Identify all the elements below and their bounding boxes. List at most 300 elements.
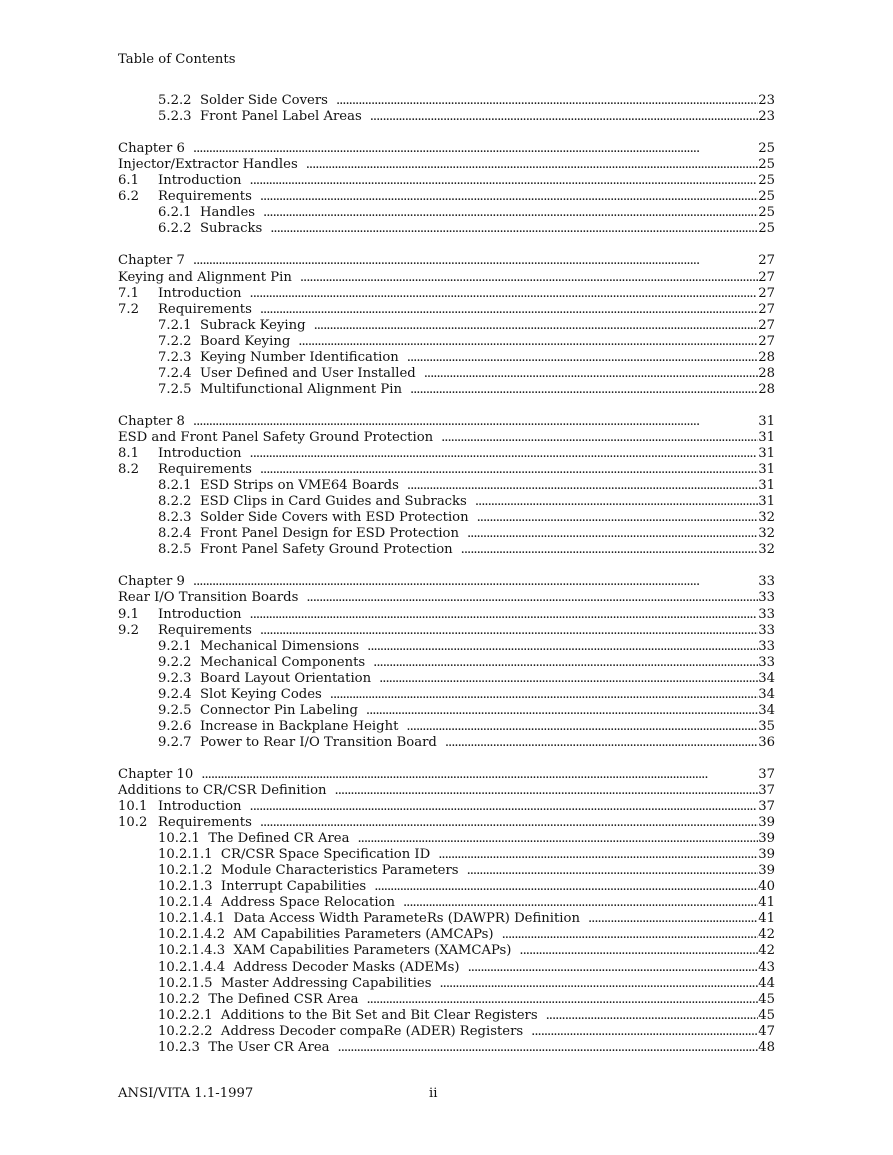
toc-dot-leader bbox=[260, 623, 758, 639]
toc-entry[interactable] bbox=[118, 911, 775, 927]
toc-dot-leader bbox=[373, 655, 758, 671]
toc-entry[interactable] bbox=[118, 1040, 775, 1056]
toc-entry-label bbox=[158, 863, 459, 879]
toc-entry[interactable] bbox=[118, 831, 775, 847]
toc-page-number: 31 bbox=[758, 494, 775, 510]
toc-section-number: 10.2.2.1 bbox=[158, 1007, 213, 1023]
toc-page-number: 45 bbox=[758, 1007, 775, 1023]
toc-page-number: 34 bbox=[758, 702, 775, 718]
toc-entry-label bbox=[118, 286, 242, 302]
toc-entry-label bbox=[118, 302, 252, 318]
toc-dot-leader bbox=[306, 157, 759, 173]
toc-entry[interactable] bbox=[118, 960, 775, 976]
toc-section-number: 9.2.6 bbox=[158, 718, 192, 734]
toc-section-title: Introduction bbox=[158, 173, 242, 189]
toc-entry[interactable] bbox=[118, 286, 775, 302]
toc-entry[interactable] bbox=[118, 895, 775, 911]
toc-section-number: 6.2 bbox=[118, 189, 139, 205]
toc-entry-label bbox=[158, 382, 402, 398]
toc-entry[interactable] bbox=[118, 318, 775, 334]
toc-entry[interactable] bbox=[118, 976, 775, 992]
toc-section-title: Mechanical Components bbox=[199, 654, 366, 670]
toc-section-number: 9.2.3 bbox=[158, 670, 192, 686]
toc-section-number: 10.2 bbox=[118, 815, 148, 831]
toc-section-number: 6.1 bbox=[118, 173, 139, 189]
toc-entry[interactable] bbox=[118, 655, 775, 671]
toc-page-number: 25 bbox=[758, 205, 775, 221]
toc-entry[interactable] bbox=[118, 847, 775, 863]
toc-dot-leader bbox=[250, 173, 759, 189]
toc-entry-label bbox=[118, 607, 242, 623]
toc-dot-leader bbox=[374, 879, 758, 895]
toc-section-title: ESD and Front Panel Safety Ground Protection bbox=[118, 429, 434, 445]
toc-page-number: 36 bbox=[758, 734, 775, 750]
toc-dot-leader bbox=[467, 863, 759, 879]
toc-entry[interactable] bbox=[118, 767, 775, 783]
toc-dot-leader bbox=[314, 318, 759, 334]
footer-page-number: ii bbox=[429, 1086, 438, 1101]
toc-entry-label bbox=[158, 671, 371, 687]
toc-spacer bbox=[118, 398, 775, 414]
toc-section-number: 9.2.7 bbox=[158, 734, 192, 750]
toc-entry-label bbox=[118, 446, 242, 462]
toc-dot-leader bbox=[250, 799, 759, 815]
toc-section-title: Solder Side Covers bbox=[199, 93, 328, 108]
toc-spacer bbox=[118, 125, 775, 141]
toc-page-number: 37 bbox=[758, 766, 775, 782]
toc-section-title: Address Decoder compaRe (ADER) Registers bbox=[220, 1023, 524, 1039]
toc-dot-leader bbox=[445, 735, 758, 751]
toc-dot-leader bbox=[407, 350, 758, 366]
toc-section-title: Multifunctional Alignment Pin bbox=[199, 381, 402, 397]
toc-entry-label bbox=[158, 93, 328, 109]
toc-section-title: Introduction bbox=[158, 446, 242, 462]
toc-section-title: Slot Keying Codes bbox=[199, 686, 322, 702]
toc-page-number: 32 bbox=[758, 542, 775, 558]
toc-dot-leader bbox=[475, 494, 758, 510]
toc-entry[interactable] bbox=[118, 590, 775, 606]
toc-section-title: AM Capabilities Parameters (AMCAPs) bbox=[233, 927, 494, 943]
toc-dot-leader bbox=[406, 719, 758, 735]
toc-entry[interactable] bbox=[118, 1024, 775, 1040]
toc-section-number: 10.2.1.5 bbox=[158, 975, 213, 991]
toc-page-number: 32 bbox=[758, 510, 775, 526]
toc-section-title: Chapter 10 bbox=[118, 766, 194, 782]
toc-entry-label bbox=[158, 542, 453, 558]
toc-entry[interactable] bbox=[118, 382, 775, 398]
toc-section-number: 7.1 bbox=[118, 285, 139, 301]
toc-section-title: Keying and Alignment Pin bbox=[118, 269, 292, 285]
toc-entry[interactable] bbox=[118, 735, 775, 751]
toc-section-title: Address Decoder Masks (ADEMs) bbox=[233, 959, 460, 975]
toc-dot-leader bbox=[270, 221, 758, 237]
toc-entry-label bbox=[118, 799, 242, 815]
toc-entry-label bbox=[158, 366, 416, 382]
toc-entry[interactable] bbox=[118, 639, 775, 655]
toc-entry-label bbox=[158, 687, 322, 703]
toc-dot-leader bbox=[467, 526, 758, 542]
toc-entry-label bbox=[118, 414, 185, 430]
toc-page-number: 27 bbox=[758, 333, 775, 349]
toc-page-number: 33 bbox=[758, 574, 775, 590]
toc-entry[interactable] bbox=[118, 510, 775, 526]
toc-spacer bbox=[118, 558, 775, 574]
table-of-contents bbox=[118, 93, 775, 1056]
toc-entry-label bbox=[158, 703, 358, 719]
toc-spacer bbox=[118, 237, 775, 253]
toc-section-number: 6.2.2 bbox=[158, 221, 192, 237]
toc-dot-leader bbox=[260, 189, 758, 205]
toc-entry-label bbox=[118, 173, 242, 189]
toc-section-number: 8.2.3 bbox=[158, 510, 192, 526]
toc-dot-leader bbox=[531, 1024, 758, 1040]
toc-page-number: 40 bbox=[758, 879, 775, 895]
toc-section-number: 10.2.3 bbox=[158, 1039, 200, 1055]
toc-dot-leader bbox=[370, 109, 759, 125]
toc-dot-leader bbox=[260, 302, 758, 318]
toc-dot-leader bbox=[441, 430, 758, 446]
toc-entry[interactable] bbox=[118, 815, 775, 831]
toc-section-number: 8.2.2 bbox=[158, 494, 192, 510]
toc-entry[interactable] bbox=[118, 927, 775, 943]
toc-dot-leader bbox=[407, 478, 758, 494]
toc-section-title: Address Space Relocation bbox=[220, 895, 395, 911]
toc-section-title: Requirements bbox=[158, 462, 252, 478]
toc-entry-label bbox=[158, 735, 437, 751]
toc-section-title: Requirements bbox=[158, 622, 252, 638]
toc-entry[interactable] bbox=[118, 943, 775, 959]
toc-dot-leader bbox=[477, 510, 759, 526]
toc-section-title: Injector/Extractor Handles bbox=[118, 157, 298, 173]
toc-entry-label bbox=[118, 590, 298, 606]
toc-page-number: 31 bbox=[758, 413, 775, 429]
toc-section-number: 8.2.4 bbox=[158, 526, 192, 542]
toc-entry[interactable] bbox=[118, 494, 775, 510]
toc-entry-label bbox=[158, 719, 398, 735]
toc-entry[interactable] bbox=[118, 350, 775, 366]
toc-section-number: 10.2.1.2 bbox=[158, 863, 213, 879]
toc-entry[interactable] bbox=[118, 173, 775, 189]
toc-entry-label bbox=[158, 927, 494, 943]
toc-section-number: 7.2.1 bbox=[158, 317, 192, 333]
toc-entry[interactable] bbox=[118, 879, 775, 895]
toc-dot-leader bbox=[338, 1040, 759, 1056]
toc-dot-leader bbox=[468, 960, 759, 976]
toc-entry-label bbox=[158, 960, 460, 976]
toc-section-number: 7.2.4 bbox=[158, 365, 192, 381]
toc-entry[interactable] bbox=[118, 863, 775, 879]
toc-entry[interactable] bbox=[118, 542, 775, 558]
toc-section-number: 7.2 bbox=[118, 301, 139, 317]
toc-entry[interactable] bbox=[118, 109, 775, 125]
toc-entry[interactable] bbox=[118, 157, 775, 173]
toc-page-number: 41 bbox=[758, 895, 775, 911]
toc-dot-leader bbox=[519, 943, 758, 959]
toc-section-title: Requirements bbox=[158, 301, 252, 317]
toc-page-number: 31 bbox=[758, 429, 775, 445]
toc-page-number: 25 bbox=[758, 173, 775, 189]
toc-page-number: 41 bbox=[758, 911, 775, 927]
toc-section-title: Requirements bbox=[158, 815, 252, 831]
toc-dot-leader bbox=[357, 831, 758, 847]
toc-entry-label bbox=[158, 350, 399, 366]
toc-page-number: 42 bbox=[758, 943, 775, 959]
toc-section-number: 10.2.1.4 bbox=[158, 895, 213, 911]
toc-page-number: 34 bbox=[758, 686, 775, 702]
toc-section-number: 8.1 bbox=[118, 446, 139, 462]
toc-section-title: Chapter 6 bbox=[118, 141, 185, 157]
toc-dot-leader bbox=[260, 815, 758, 831]
toc-section-title: Power to Rear I/O Transition Board bbox=[199, 734, 437, 750]
toc-entry[interactable] bbox=[118, 414, 775, 430]
toc-entry[interactable] bbox=[118, 799, 775, 815]
toc-page-number: 32 bbox=[758, 526, 775, 542]
toc-page-number: 39 bbox=[758, 863, 775, 879]
toc-section-title: CR/CSR Space Specification ID bbox=[220, 847, 431, 863]
toc-entry[interactable] bbox=[118, 446, 775, 462]
toc-page-number: 23 bbox=[758, 109, 775, 125]
toc-page-number: 33 bbox=[758, 622, 775, 638]
toc-dot-leader bbox=[250, 286, 759, 302]
toc-section-title: Front Panel Safety Ground Protection bbox=[199, 542, 453, 558]
toc-entry-label bbox=[158, 639, 359, 655]
toc-dot-leader bbox=[367, 639, 758, 655]
toc-entry-label bbox=[118, 462, 252, 478]
toc-entry-label bbox=[158, 478, 399, 494]
toc-dot-leader bbox=[300, 270, 758, 286]
toc-page-number: 31 bbox=[758, 446, 775, 462]
toc-section-title: The User CR Area bbox=[208, 1039, 330, 1055]
toc-entry[interactable] bbox=[118, 478, 775, 494]
toc-entry[interactable] bbox=[118, 430, 775, 446]
toc-section-title: Board Layout Orientation bbox=[199, 670, 372, 686]
toc-dot-leader bbox=[193, 253, 758, 269]
toc-entry-label bbox=[118, 574, 185, 590]
toc-page-number: 28 bbox=[758, 349, 775, 365]
toc-entry-label bbox=[158, 510, 469, 526]
toc-entry-label bbox=[118, 157, 298, 173]
toc-page-number: 33 bbox=[758, 590, 775, 606]
toc-section-title: Subracks bbox=[199, 221, 263, 237]
toc-dot-leader bbox=[260, 462, 758, 478]
toc-section-title: The Defined CR Area bbox=[208, 831, 350, 847]
toc-entry[interactable] bbox=[118, 302, 775, 318]
footer-document-id: ANSI/VITA 1.1-1997 bbox=[118, 1086, 254, 1101]
toc-entry-label bbox=[158, 221, 262, 237]
toc-section-title: Subrack Keying bbox=[199, 317, 306, 333]
toc-section-number: 10.1 bbox=[118, 799, 148, 815]
toc-page-number: 31 bbox=[758, 478, 775, 494]
toc-section-title: Handles bbox=[199, 205, 256, 221]
toc-section-number: 8.2.1 bbox=[158, 478, 192, 494]
toc-section-title: The Defined CSR Area bbox=[208, 991, 359, 1007]
toc-dot-leader bbox=[336, 93, 758, 109]
toc-section-title: Additions to CR/CSR Definition bbox=[118, 783, 327, 799]
toc-dot-leader bbox=[588, 911, 758, 927]
toc-section-title: Board Keying bbox=[199, 333, 291, 349]
toc-dot-leader bbox=[298, 334, 758, 350]
toc-page-number: 23 bbox=[758, 93, 775, 108]
toc-entry[interactable] bbox=[118, 526, 775, 542]
toc-entry-label bbox=[158, 943, 511, 959]
toc-section-title: Introduction bbox=[158, 799, 242, 815]
toc-entry-label bbox=[158, 895, 395, 911]
toc-page-number: 44 bbox=[758, 975, 775, 991]
toc-section-number: 10.2.1.4.3 bbox=[158, 943, 226, 959]
toc-entry[interactable] bbox=[118, 607, 775, 623]
toc-entry-label bbox=[118, 430, 433, 446]
toc-page-number: 25 bbox=[758, 141, 775, 157]
toc-page-number: 27 bbox=[758, 269, 775, 285]
toc-section-number: 8.2 bbox=[118, 462, 139, 478]
toc-entry-label bbox=[158, 911, 580, 927]
toc-dot-leader bbox=[438, 847, 758, 863]
toc-page-number: 27 bbox=[758, 253, 775, 269]
toc-entry[interactable] bbox=[118, 93, 775, 109]
toc-entry[interactable] bbox=[118, 189, 775, 205]
toc-section-title: Mechanical Dimensions bbox=[199, 638, 360, 654]
toc-entry-label bbox=[158, 879, 366, 895]
toc-dot-leader bbox=[335, 783, 759, 799]
toc-entry-label bbox=[158, 526, 459, 542]
toc-section-title: Data Access Width ParameteRs (DAWPR) Definition bbox=[233, 911, 580, 927]
toc-section-number: 9.2.1 bbox=[158, 638, 192, 654]
toc-section-title: Module Characteristics Parameters bbox=[220, 863, 459, 879]
toc-entry-label bbox=[158, 494, 467, 510]
toc-page-number: 25 bbox=[758, 221, 775, 237]
toc-entry[interactable] bbox=[118, 366, 775, 382]
toc-entry-label bbox=[158, 318, 306, 334]
toc-dot-leader bbox=[546, 1008, 759, 1024]
toc-section-number: 10.2.1.4.4 bbox=[158, 959, 226, 975]
toc-section-title: Requirements bbox=[158, 189, 252, 205]
toc-section-title: Keying Number Identification bbox=[199, 349, 399, 365]
toc-section-title: Connector Pin Labeling bbox=[199, 702, 358, 718]
toc-section-number: 10.2.1 bbox=[158, 831, 200, 847]
toc-section-number: 9.2.4 bbox=[158, 686, 192, 702]
toc-dot-leader bbox=[366, 703, 758, 719]
toc-entry[interactable] bbox=[118, 719, 775, 735]
toc-entry-label bbox=[158, 976, 432, 992]
toc-entry-label bbox=[118, 783, 327, 799]
toc-section-number: 5.2.2 bbox=[158, 93, 192, 108]
toc-entry-label bbox=[158, 847, 430, 863]
toc-page-number: 47 bbox=[758, 1023, 775, 1039]
toc-entry-label bbox=[118, 623, 252, 639]
toc-entry[interactable] bbox=[118, 687, 775, 703]
toc-spacer bbox=[118, 751, 775, 767]
toc-section-title: Introduction bbox=[158, 285, 242, 301]
toc-section-title: Master Addressing Capabilities bbox=[220, 975, 432, 991]
toc-page-number: 39 bbox=[758, 815, 775, 831]
toc-page-number: 33 bbox=[758, 606, 775, 622]
toc-dot-leader bbox=[193, 141, 758, 157]
toc-entry-label bbox=[158, 205, 255, 221]
toc-page-number: 42 bbox=[758, 927, 775, 943]
toc-section-number: 7.2.3 bbox=[158, 349, 192, 365]
toc-page-number: 27 bbox=[758, 285, 775, 301]
toc-section-number: 6.2.1 bbox=[158, 205, 192, 221]
toc-dot-leader bbox=[424, 366, 758, 382]
toc-dot-leader bbox=[250, 607, 759, 623]
toc-entry-label bbox=[118, 815, 252, 831]
toc-section-number: 10.2.1.3 bbox=[158, 879, 213, 895]
toc-entry-label bbox=[118, 253, 185, 269]
toc-entry-label bbox=[118, 270, 292, 286]
toc-section-number: 10.2.2.2 bbox=[158, 1023, 213, 1039]
toc-page-number: 28 bbox=[758, 381, 775, 397]
toc-section-number: 10.2.1.4.1 bbox=[158, 911, 226, 927]
toc-section-title: Increase in Backplane Height bbox=[199, 718, 399, 734]
toc-section-title: Additions to the Bit Set and Bit Clear Registers bbox=[220, 1007, 538, 1023]
toc-entry-label bbox=[118, 141, 185, 157]
toc-page-number: 35 bbox=[758, 718, 775, 734]
toc-page-number: 33 bbox=[758, 638, 775, 654]
toc-entry[interactable] bbox=[118, 1008, 775, 1024]
toc-entry-label bbox=[158, 655, 365, 671]
toc-page-number: 45 bbox=[758, 991, 775, 1007]
toc-entry-label bbox=[158, 1008, 538, 1024]
toc-entry[interactable] bbox=[118, 334, 775, 350]
toc-page-number: 39 bbox=[758, 847, 775, 863]
toc-section-number: 9.2.2 bbox=[158, 654, 192, 670]
toc-entry[interactable] bbox=[118, 574, 775, 590]
toc-entry[interactable] bbox=[118, 671, 775, 687]
toc-entry-label bbox=[158, 1040, 330, 1056]
toc-dot-leader bbox=[193, 574, 758, 590]
toc-dot-leader bbox=[201, 767, 758, 783]
toc-section-number: 5.2.3 bbox=[158, 109, 192, 125]
toc-dot-leader bbox=[263, 205, 758, 221]
toc-entry[interactable] bbox=[118, 462, 775, 478]
toc-page-number: 33 bbox=[758, 654, 775, 670]
toc-entry[interactable] bbox=[118, 623, 775, 639]
toc-entry-label bbox=[158, 334, 290, 350]
toc-page-number: 37 bbox=[758, 799, 775, 815]
toc-entry[interactable] bbox=[118, 253, 775, 269]
toc-section-title: Chapter 7 bbox=[118, 253, 185, 269]
toc-section-title: Chapter 8 bbox=[118, 413, 185, 429]
toc-section-number: 10.2.1.4.2 bbox=[158, 927, 226, 943]
toc-entry[interactable] bbox=[118, 141, 775, 157]
toc-dot-leader bbox=[306, 590, 758, 606]
toc-section-number: 7.2.5 bbox=[158, 381, 192, 397]
toc-entry[interactable] bbox=[118, 783, 775, 799]
toc-section-title: User Defined and User Installed bbox=[199, 365, 416, 381]
toc-entry-label bbox=[158, 1024, 523, 1040]
toc-entry-label bbox=[158, 831, 349, 847]
toc-entry[interactable] bbox=[118, 221, 775, 237]
toc-entry[interactable] bbox=[118, 205, 775, 221]
toc-dot-leader bbox=[250, 446, 759, 462]
toc-dot-leader bbox=[379, 671, 758, 687]
toc-section-title: Front Panel Design for ESD Protection bbox=[199, 526, 459, 542]
toc-entry-label bbox=[118, 767, 193, 783]
toc-page-number: 28 bbox=[758, 365, 775, 381]
toc-entry[interactable] bbox=[118, 992, 775, 1008]
toc-dot-leader bbox=[403, 895, 758, 911]
toc-page-number: 39 bbox=[758, 831, 775, 847]
toc-entry[interactable] bbox=[118, 703, 775, 719]
toc-section-title: Interrupt Capabilities bbox=[220, 879, 367, 895]
toc-section-title: ESD Clips in Card Guides and Subracks bbox=[199, 494, 467, 510]
toc-page-number: 48 bbox=[758, 1039, 775, 1055]
toc-dot-leader bbox=[366, 992, 758, 1008]
toc-page-number: 27 bbox=[758, 301, 775, 317]
toc-entry-label bbox=[158, 109, 362, 125]
toc-section-number: 10.2.1.1 bbox=[158, 847, 213, 863]
toc-entry[interactable] bbox=[118, 270, 775, 286]
